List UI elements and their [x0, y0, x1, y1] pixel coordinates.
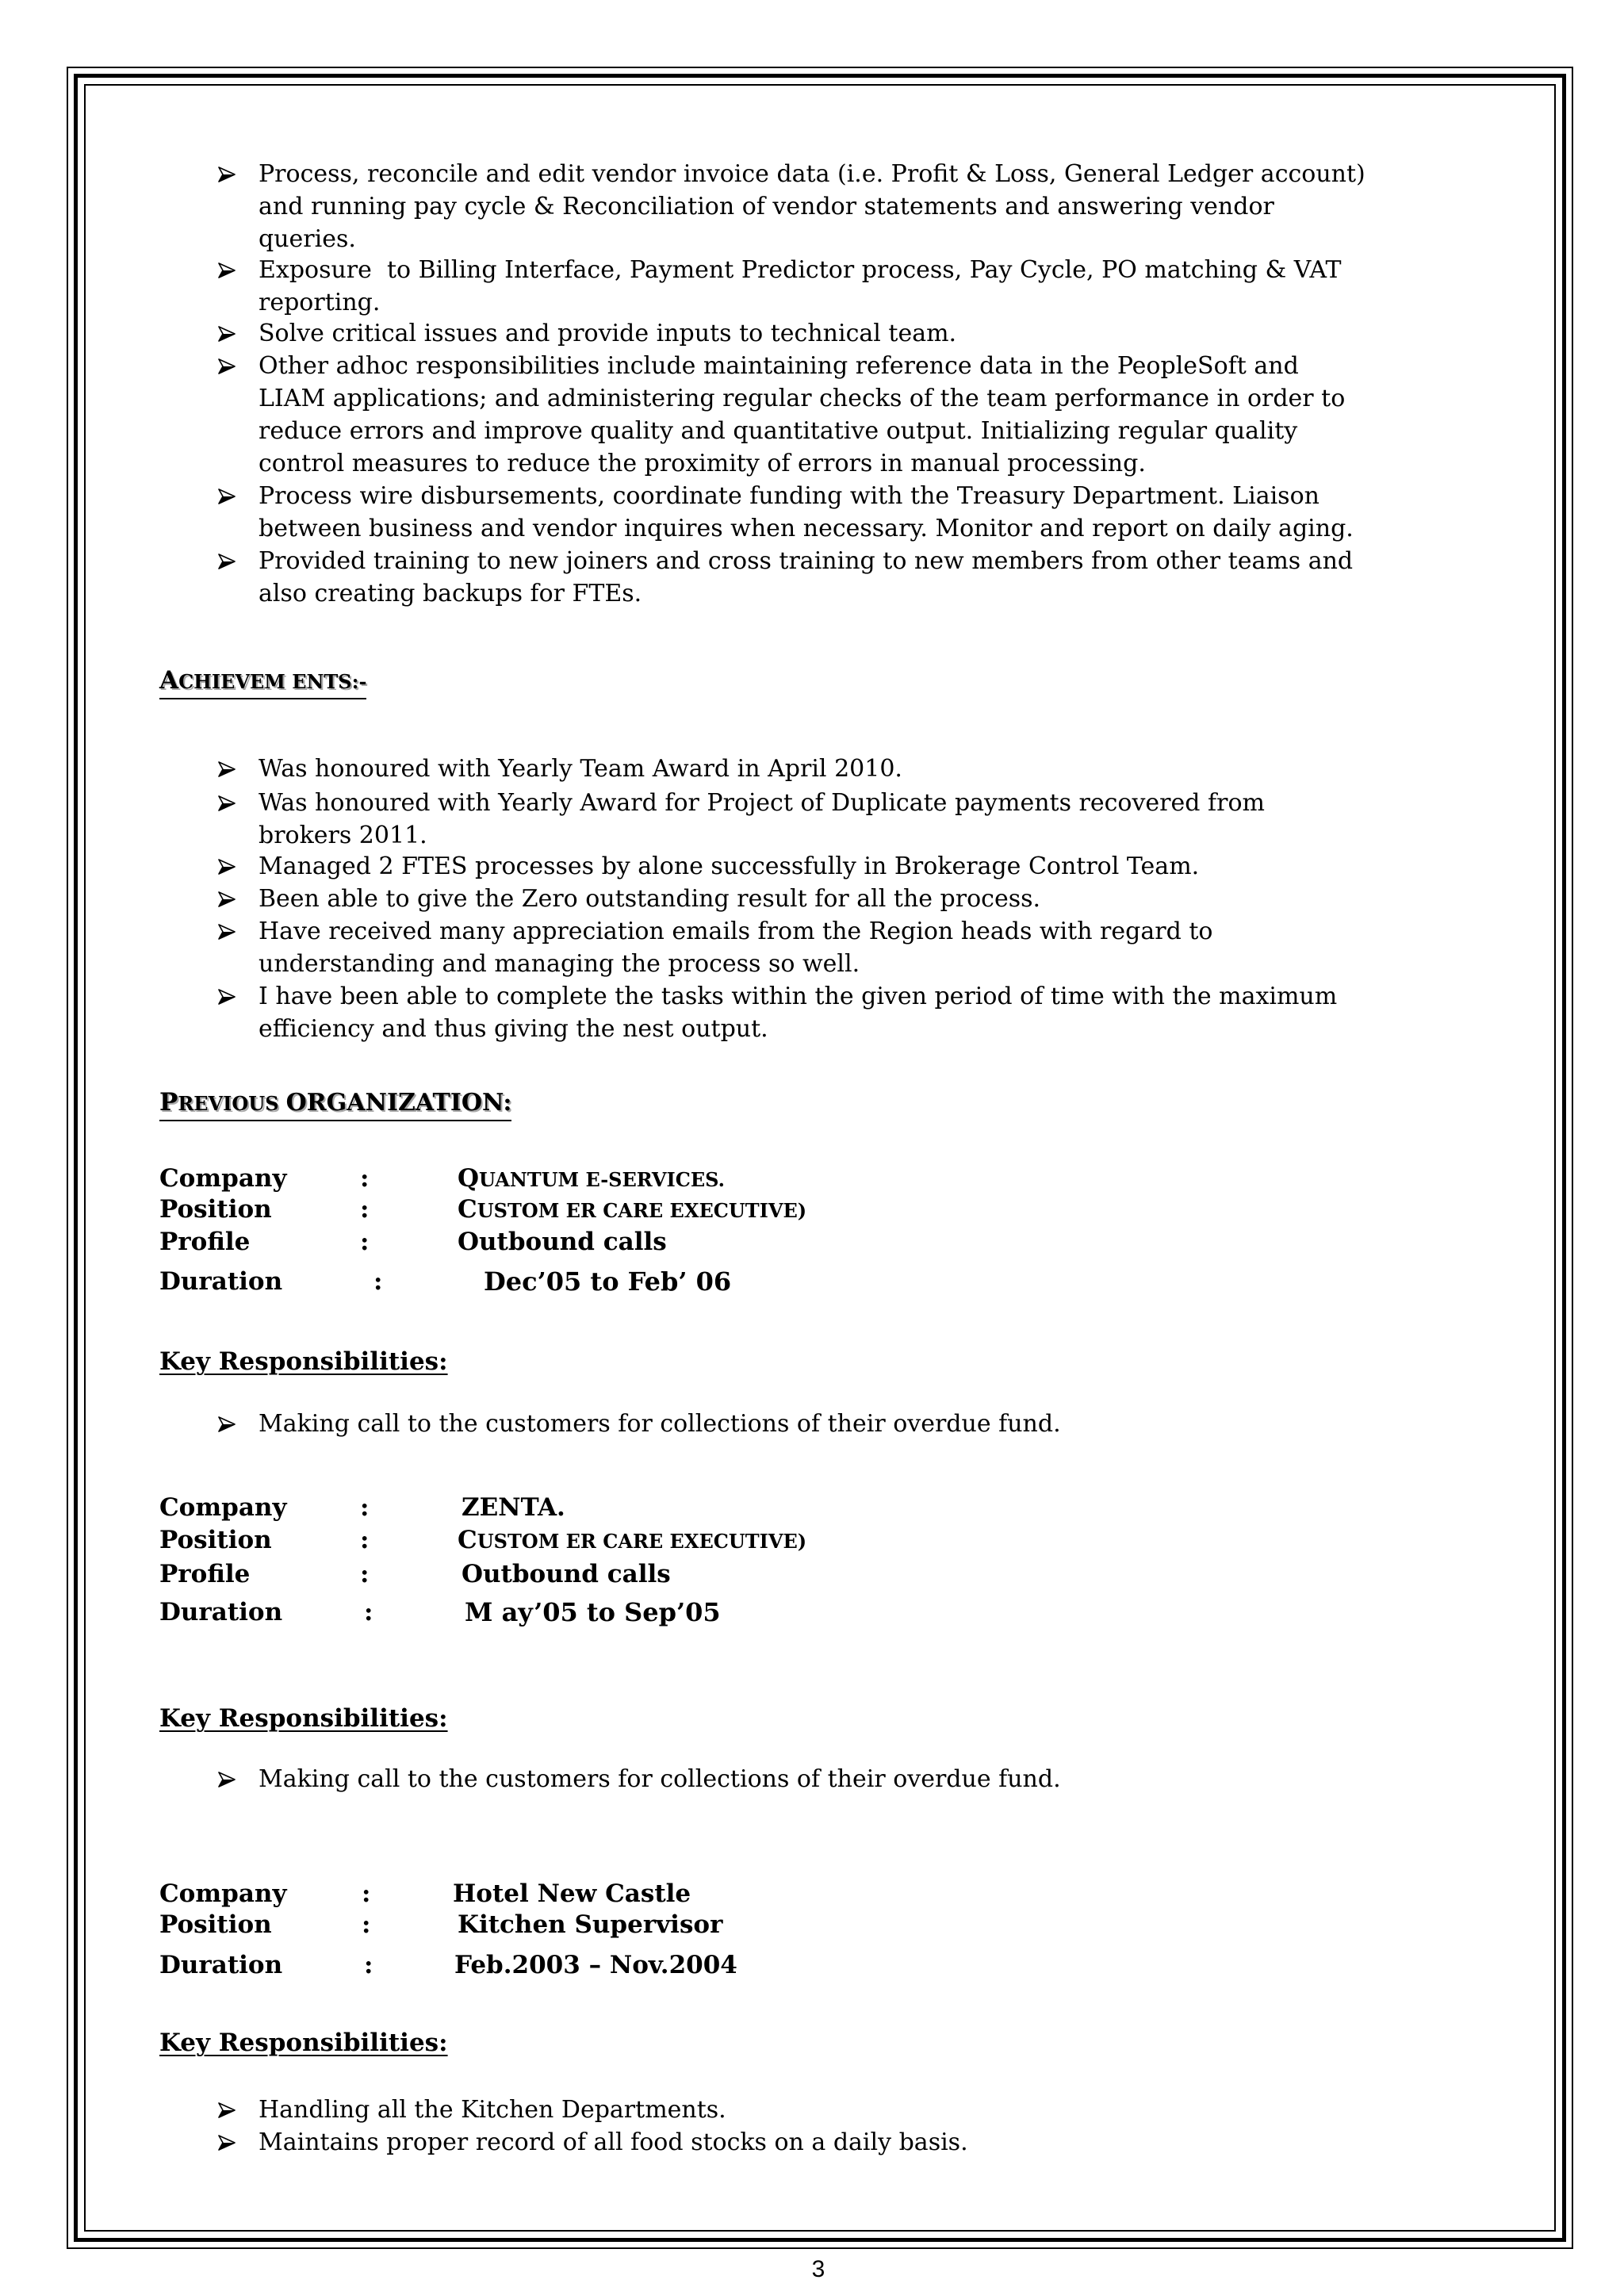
- duration-row: [0, 1949, 1427, 1982]
- text-line: control measures to reduce the proximity of errors in manual processing.: [259, 450, 1146, 477]
- previous-organization-heading: [159, 1089, 511, 1121]
- text-line: brokers 2011.: [259, 822, 427, 849]
- company-name: ZENTA.: [462, 1493, 565, 1522]
- field-separator: :: [360, 1493, 370, 1522]
- arrowhead-bullet-icon: [218, 326, 236, 342]
- arrowhead-bullet-icon: [218, 924, 236, 940]
- text-line: reporting.: [259, 289, 381, 316]
- achievement-item: [218, 753, 902, 785]
- field-label: Company: [159, 1879, 287, 1908]
- achievements-heading-underline: [159, 667, 366, 699]
- field-separator: :: [362, 1879, 371, 1908]
- responsibility-text: [259, 1408, 1061, 1440]
- arrowhead-bullet-icon: [218, 1416, 236, 1432]
- field-label: Profile: [159, 1228, 251, 1256]
- text-line: Provided training to new joiners and cross training to new members from other teams and: [259, 547, 1354, 575]
- company-row: [0, 1492, 1427, 1524]
- position-value: Kitchen Supervisor: [458, 1910, 723, 1939]
- arrowhead-bullet-icon: [218, 1772, 236, 1787]
- text-line: Solve critical issues and provide inputs to technical team.: [259, 320, 957, 347]
- text-line: Process wire disbursements, coordinate funding with the Treasury Department. Liaison: [259, 482, 1320, 510]
- responsibility-item: [218, 2094, 726, 2126]
- profile-value: Outbound calls: [458, 1228, 667, 1256]
- responsibility-text: [259, 1763, 1061, 1795]
- field-separator: :: [360, 1228, 370, 1256]
- achievement-text: [259, 850, 1199, 883]
- key-responsibilities-heading: Key Responsibilities:: [159, 1347, 448, 1376]
- text-line: Making call to the customers for collections of their overdue fund.: [259, 1765, 1061, 1793]
- arrowhead-bullet-icon: [218, 891, 236, 907]
- duty-text: [259, 317, 956, 350]
- text-line: Process, reconcile and edit vendor invoice data (i.e. Profit & Loss, General Ledger account): [259, 160, 1365, 188]
- duty-text: [259, 545, 1353, 610]
- achievement-text: [259, 980, 1337, 1045]
- achievement-text: [259, 883, 1040, 915]
- text-line: reduce errors and improve quality and quantitative output. Initializing regular quality: [259, 417, 1298, 445]
- heading-part: PREVIOUS: [159, 1088, 279, 1117]
- arrowhead-bullet-icon: [218, 358, 236, 374]
- arrowhead-bullet-icon: [218, 489, 236, 504]
- responsibility-text: [259, 2126, 968, 2159]
- text-line: Was honoured with Yearly Team Award in April 2010.: [259, 755, 902, 783]
- company-name: QUANTUM E-SERVICES.: [458, 1164, 725, 1193]
- key-responsibilities-heading: Key Responsibilities:: [159, 1704, 448, 1733]
- field-label: Duration: [159, 1598, 283, 1626]
- field-separator: :: [360, 1526, 370, 1554]
- text-line: Making call to the customers for collections of their overdue fund.: [259, 1410, 1061, 1438]
- field-separator: :: [360, 1560, 370, 1588]
- text-line: efficiency and thus giving the nest output.: [259, 1015, 768, 1043]
- position-row: [0, 1524, 1427, 1557]
- duty-text: [259, 158, 1365, 255]
- duty-item: [218, 350, 1345, 480]
- responsibility-text: [259, 2094, 726, 2126]
- field-label: Position: [159, 1910, 272, 1939]
- duty-item: [218, 254, 1341, 319]
- company-row: [0, 1878, 1427, 1910]
- text-line: and running pay cycle & Reconciliation of vendor statements and answering vendor: [259, 193, 1274, 220]
- responsibility-item: [218, 1763, 1061, 1795]
- achievement-item: [218, 883, 1040, 915]
- text-line: Been able to give the Zero outstanding result for all the process.: [259, 885, 1041, 913]
- duration-row: [0, 1266, 1427, 1298]
- arrowhead-bullet-icon: [218, 167, 236, 182]
- text-line: between business and vendor inquires when necessary. Monitor and report on daily aging.: [259, 515, 1354, 542]
- field-separator: :: [362, 1910, 371, 1939]
- arrowhead-bullet-icon: [218, 859, 236, 875]
- field-label: Profile: [159, 1560, 251, 1588]
- achievements-heading-text: ACHIEVEM ENTS:-: [159, 666, 367, 695]
- company-row: [0, 1163, 1427, 1195]
- duty-text: [259, 254, 1341, 319]
- position-value: CUSTOM ER CARE EXECUTIVE): [458, 1195, 807, 1224]
- duration-value: Feb.2003 – Nov.2004: [454, 1951, 737, 1979]
- duration-value: M ay’05 to Sep’05: [465, 1597, 721, 1627]
- position-row: [0, 1193, 1427, 1226]
- field-label: Position: [159, 1195, 272, 1224]
- arrowhead-bullet-icon: [218, 262, 236, 278]
- text-line: understanding and managing the process so well.: [259, 950, 860, 978]
- achievement-item: [218, 915, 1212, 980]
- arrowhead-bullet-icon: [218, 554, 236, 569]
- field-label: Position: [159, 1526, 272, 1554]
- text-line: Was honoured with Yearly Award for Project of Duplicate payments recovered from: [259, 789, 1265, 817]
- achievement-item: [218, 850, 1199, 883]
- duration-value: Dec’05 to Feb’ 06: [484, 1266, 732, 1297]
- profile-value: Outbound calls: [462, 1560, 671, 1588]
- arrowhead-bullet-icon: [218, 761, 236, 777]
- text-line: Handling all the Kitchen Departments.: [259, 2096, 726, 2124]
- achievements-heading: [159, 667, 366, 699]
- duty-item: [218, 545, 1353, 610]
- duty-item: [218, 317, 956, 350]
- arrowhead-bullet-icon: [218, 795, 236, 811]
- text-line: LIAM applications; and administering regular checks of the team performance in order to: [259, 385, 1346, 412]
- field-label: Duration: [159, 1951, 283, 1979]
- duration-row: [0, 1596, 1427, 1629]
- responsibility-item: [218, 2126, 968, 2159]
- text-line: Exposure to Billing Interface, Payment Predictor process, Pay Cycle, PO matching & VAT: [259, 256, 1342, 284]
- arrowhead-bullet-icon: [218, 2135, 236, 2151]
- achievement-text: [259, 787, 1265, 852]
- duty-text: [259, 350, 1345, 480]
- key-responsibilities-heading: Key Responsibilities:: [159, 2029, 448, 2057]
- profile-row: [0, 1558, 1427, 1591]
- text-line: Maintains proper record of all food stocks on a daily basis.: [259, 2128, 968, 2156]
- achievement-text: [259, 753, 902, 785]
- position-value: CUSTOM ER CARE EXECUTIVE): [458, 1526, 807, 1554]
- text-line: Have received many appreciation emails from the Region heads with regard to: [259, 918, 1213, 945]
- duty-item: [218, 158, 1365, 255]
- duty-item: [218, 480, 1354, 545]
- position-row: [0, 1909, 1427, 1941]
- field-separator: :: [364, 1598, 373, 1626]
- achievement-item: [218, 787, 1265, 852]
- field-separator: :: [360, 1195, 370, 1224]
- text-line: I have been able to complete the tasks within the given period of time with the maximum: [259, 983, 1338, 1010]
- field-label: Duration: [159, 1267, 283, 1296]
- company-name: Hotel New Castle: [453, 1879, 691, 1908]
- heading-part: ORGANIZATION:: [285, 1089, 512, 1117]
- text-line: Other adhoc responsibilities include maintaining reference data in the PeopleSoft and: [259, 352, 1299, 380]
- field-label: Company: [159, 1164, 287, 1193]
- profile-row: [0, 1226, 1427, 1259]
- achievement-text: [259, 915, 1212, 980]
- previous-organization-heading-underline: [159, 1089, 511, 1121]
- text-line: Managed 2 FTES processes by alone successfully in Brokerage Control Team.: [259, 852, 1200, 880]
- text-line: queries.: [259, 225, 356, 253]
- page-number: 3: [811, 2256, 825, 2282]
- arrowhead-bullet-icon: [218, 2102, 236, 2118]
- field-separator: :: [373, 1267, 383, 1296]
- field-separator: :: [364, 1951, 373, 1979]
- field-label: Company: [159, 1493, 287, 1522]
- arrowhead-bullet-icon: [218, 989, 236, 1005]
- responsibility-item: [218, 1408, 1061, 1440]
- text-line: also creating backups for FTEs.: [259, 580, 642, 607]
- duty-text: [259, 480, 1354, 545]
- field-separator: :: [360, 1164, 370, 1193]
- achievement-item: [218, 980, 1337, 1045]
